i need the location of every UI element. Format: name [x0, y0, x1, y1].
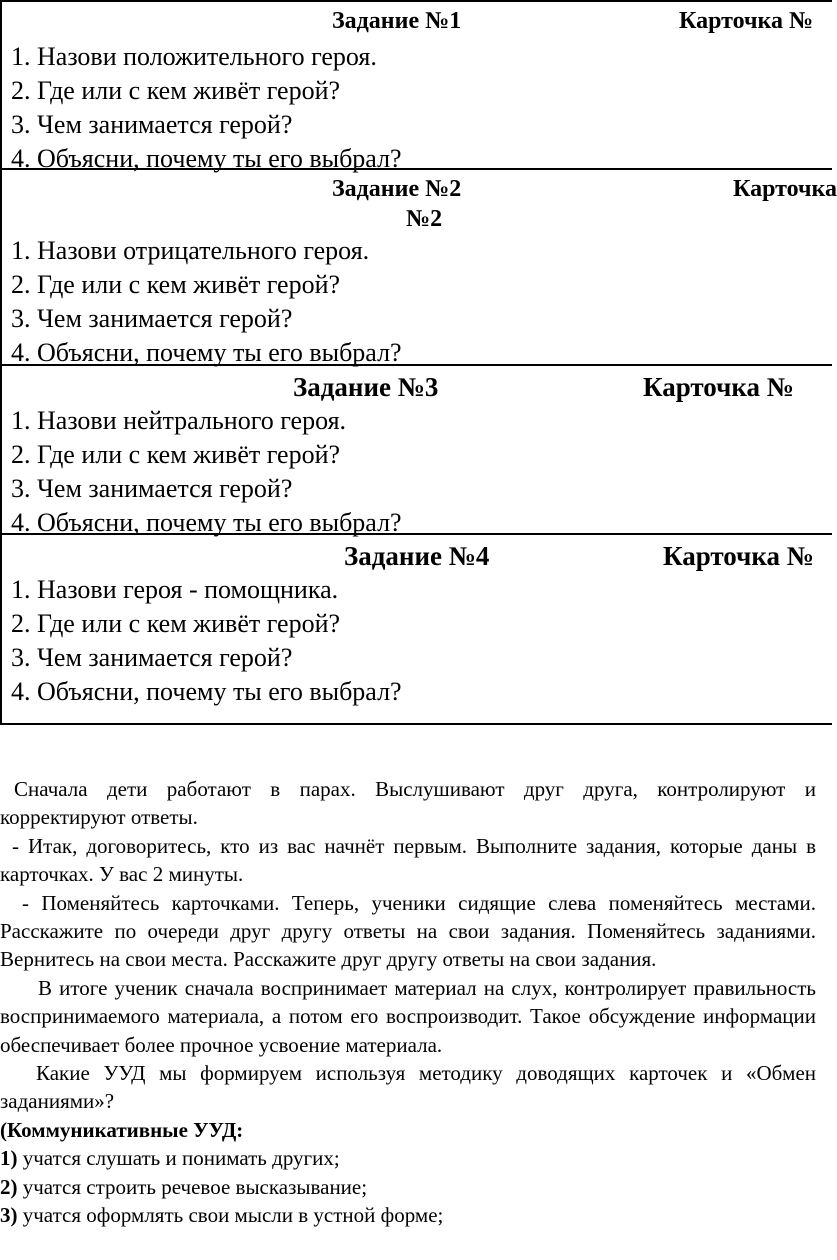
task-card-2	[2, 168, 837, 367]
card-label: Карточка	[733, 176, 837, 202]
card-label-number: №2	[406, 206, 443, 232]
question: 1. Назови отрицательного героя.	[11, 236, 370, 265]
question: 4. Объясни, почему ты его выбрал?	[11, 508, 402, 537]
card-label: Карточка №	[679, 8, 814, 34]
uud-item-1: 1) учатся слушать и понимать других;	[0, 1146, 340, 1171]
paragraph: В итоге ученик сначала воспринимает материал на слух, контролирует правильность воспринимаемого материала, а потом его воспроизводит. Такое обсуждение информации обеспечивает более прочное усвоение материала.	[0, 975, 816, 1057]
uud-item-2: 2) учатся строить речевое высказывание;	[0, 1174, 368, 1199]
uud-heading: (Коммуникативные УУД:	[0, 1117, 244, 1142]
card-label: Карточка №	[643, 372, 794, 402]
question: 1. Назови героя - помощника.	[11, 575, 339, 604]
question: 2. Где или с кем живёт герой?	[11, 609, 341, 638]
question: 3. Чем занимается герой?	[11, 643, 293, 672]
card-title: Задание №1	[332, 8, 462, 34]
question: 1. Назови положительного героя.	[11, 42, 377, 71]
task-card-1	[2, 0, 832, 173]
question: 2. Где или с кем живёт герой?	[11, 76, 341, 105]
card-label: Карточка №	[663, 541, 814, 571]
question: 4. Объясни, почему ты его выбрал?	[11, 677, 402, 706]
card-title: Задание №2	[332, 176, 462, 202]
question: 3. Чем занимается герой?	[11, 474, 293, 503]
paragraph: Какие УУД мы формируем используя методику доводящих карточек и «Обмен заданиями»?	[0, 1061, 816, 1114]
card-title: Задание №4	[344, 541, 490, 571]
question: 3. Чем занимается герой?	[11, 110, 293, 139]
lesson-text	[0, 775, 816, 1230]
task-card-3	[2, 364, 832, 537]
paragraph: - Итак, договоритесь, кто из вас начнёт первым. Выполните задания, которые даны в карточках. У вас 2 минуты.	[0, 833, 816, 887]
question: 3. Чем занимается герой?	[11, 304, 293, 333]
question: 2. Где или с кем живёт герой?	[11, 440, 341, 469]
question: 1. Назови нейтрального героя.	[11, 406, 347, 435]
question: 2. Где или с кем живёт герой?	[11, 270, 341, 299]
question: 4. Объясни, почему ты его выбрал?	[11, 144, 402, 173]
paragraph: Сначала дети работают в парах. Выслушивают друг друга, контролируют и корректируют ответы.	[0, 777, 816, 830]
task-card-4	[2, 533, 832, 723]
question: 4. Объясни, почему ты его выбрал?	[11, 338, 402, 367]
uud-item-3: 3) учатся оформлять свои мысли в устной форме;	[0, 1203, 444, 1228]
card-title: Задание №3	[293, 372, 439, 402]
paragraph: - Поменяйтесь карточками. Теперь, ученики сидящие слева поменяйтесь местами. Расскажите по очереди друг другу ответы на свои задания. Поменяйтесь заданиями. Вернитесь на свои места. Расскажите друг другу ответы на свои задания.	[0, 890, 816, 972]
